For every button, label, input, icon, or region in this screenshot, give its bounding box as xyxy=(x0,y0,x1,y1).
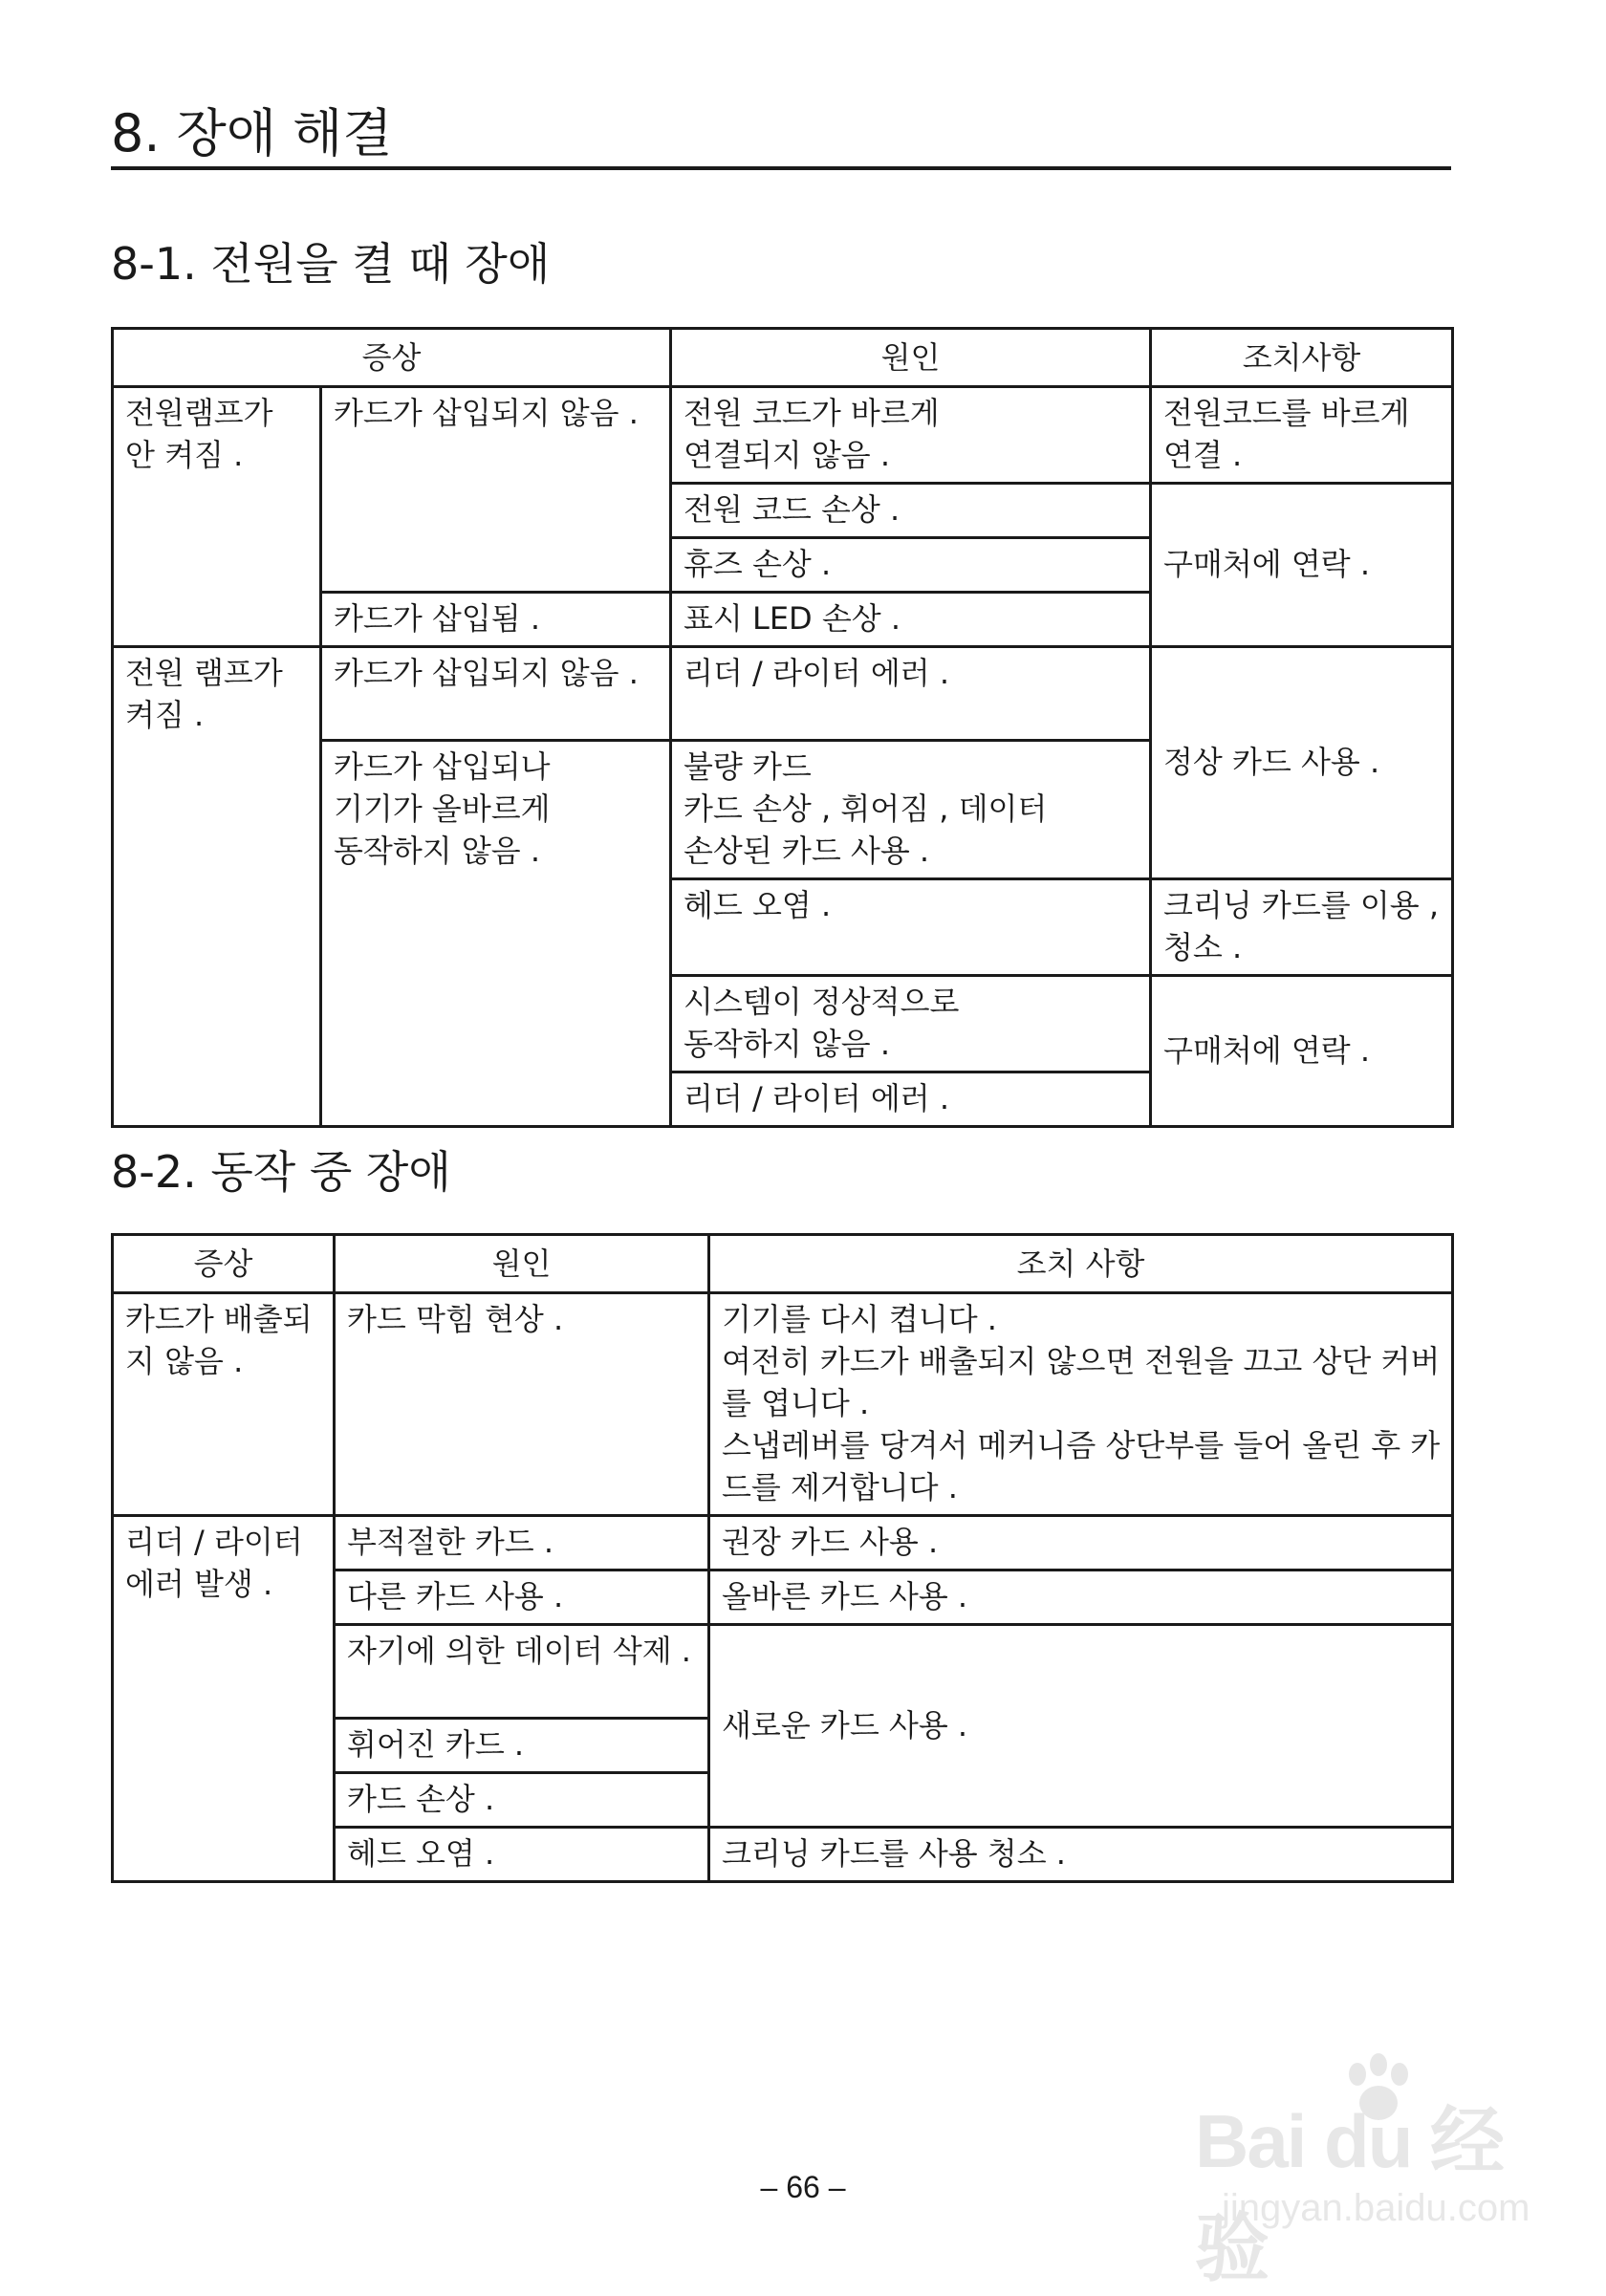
action-cleaning: 크리닝 카드를 사용 청소 . xyxy=(709,1828,1453,1882)
symptom-card-not-inserted: 카드가 삽입되지 않음 . xyxy=(321,387,671,593)
action-use-normal-card: 정상 카드 사용 . xyxy=(1151,647,1453,879)
page-number: – 66 – xyxy=(760,2170,846,2204)
section-title-8-1: 8-1. 전원을 켤 때 장애 xyxy=(111,238,551,290)
symptom-card-inserted: 카드가 삽입됨 . xyxy=(321,593,671,647)
header-cause: 원인 xyxy=(671,329,1151,387)
symptom-card-inserted-malfunction: 카드가 삽입되나 기기가 올바르게 동작하지 않음 . xyxy=(321,741,671,1127)
watermark-url: jingyan.baidu.com xyxy=(1222,2187,1530,2229)
cause-bent-card: 휘어진 카드 . xyxy=(335,1719,709,1773)
header-symptom: 증상 xyxy=(113,329,671,387)
cause-head-dirty: 헤드 오염 . xyxy=(671,879,1151,976)
watermark-logo: Bai du 经验 xyxy=(1195,2099,1504,2290)
action-cleaning-card: 크리닝 카드를 이용 , 청소 . xyxy=(1151,879,1453,976)
action-remove-jammed-card: 기기를 다시 켭니다 . 여전히 카드가 배출되지 않으면 전원을 끄고 상단 커버를 엽니다 . 스냅레버를 당겨서 메커니즘 상단부를 들어 올린 후 카드를 제거합니다 . xyxy=(709,1293,1453,1516)
symptom-card-not-inserted: 카드가 삽입되지 않음 . xyxy=(321,647,671,741)
symptom-card-not-ejected: 카드가 배출되지 않음 . xyxy=(113,1293,335,1516)
action-correct-card: 올바른 카드 사용 . xyxy=(709,1570,1453,1625)
baidu-watermark xyxy=(1195,2053,1530,2290)
header-action: 조치 사항 xyxy=(709,1235,1453,1293)
header-symptom: 증상 xyxy=(113,1235,335,1293)
section-title-8-2: 8-2. 동작 중 장애 xyxy=(111,1146,451,1198)
cause-fuse-damaged: 휴즈 손상 . xyxy=(671,538,1151,593)
action-contact-seller: 구매처에 연락 . xyxy=(1151,976,1453,1127)
action-recommended-card: 권장 카드 사용 . xyxy=(709,1516,1453,1570)
cause-magnetic-erase: 자기에 의한 데이터 삭제 . xyxy=(335,1625,709,1719)
cause-bad-card: 불량 카드 카드 손상 , 휘어짐 , 데이터 손상된 카드 사용 . xyxy=(671,741,1151,879)
action-contact-seller: 구매처에 연락 . xyxy=(1151,484,1453,647)
symptom-reader-writer-error: 리더 / 라이터 에러 발생 . xyxy=(113,1516,335,1882)
cause-reader-writer-error: 리더 / 라이터 에러 . xyxy=(671,647,1151,741)
cause-cord-not-connected: 전원 코드가 바르게 연결되지 않음 . xyxy=(671,387,1151,484)
cause-card-damaged: 카드 손상 . xyxy=(335,1773,709,1828)
symptom-lamp-on: 전원 램프가 켜짐 . xyxy=(113,647,321,1127)
header-action: 조치사항 xyxy=(1151,329,1453,387)
cause-led-damaged: 표시 LED 손상 . xyxy=(671,593,1151,647)
cause-card-jam: 카드 막힘 현상 . xyxy=(335,1293,709,1516)
cause-other-card: 다른 카드 사용 . xyxy=(335,1570,709,1625)
table-power-on-troubleshooting xyxy=(111,327,1454,1128)
page-title: 8. 장애 해결 xyxy=(111,103,393,163)
title-rule xyxy=(111,166,1451,170)
action-connect-cord: 전원코드를 바르게 연결 . xyxy=(1151,387,1453,484)
action-new-card: 새로운 카드 사용 . xyxy=(709,1625,1453,1828)
cause-cord-damaged: 전원 코드 손상 . xyxy=(671,484,1151,538)
header-cause: 원인 xyxy=(335,1235,709,1293)
cause-unsuitable-card: 부적절한 카드 . xyxy=(335,1516,709,1570)
table-operation-troubleshooting xyxy=(111,1233,1454,1883)
symptom-lamp-off: 전원램프가 안 켜짐 . xyxy=(113,387,321,647)
cause-head-dirty: 헤드 오염 . xyxy=(335,1828,709,1882)
cause-reader-writer-error: 리더 / 라이터 에러 . xyxy=(671,1072,1151,1127)
cause-system-abnormal: 시스템이 정상적으로 동작하지 않음 . xyxy=(671,976,1151,1072)
